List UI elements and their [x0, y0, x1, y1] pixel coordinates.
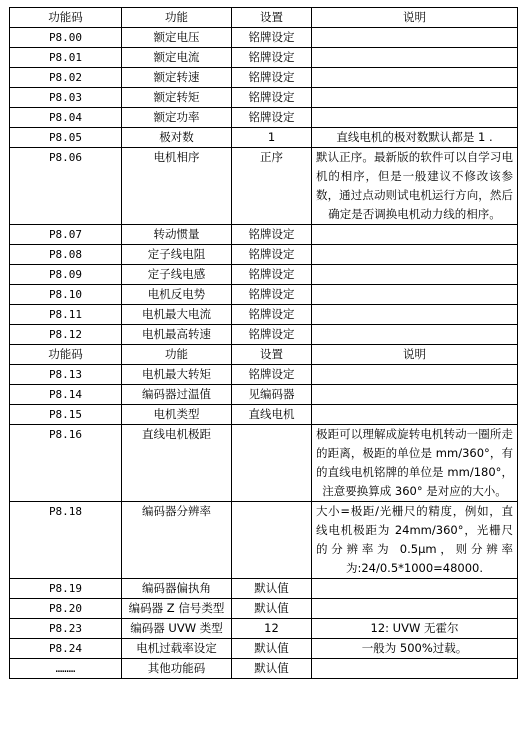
code-cell: P8.01	[10, 48, 122, 68]
description-cell	[312, 659, 518, 679]
function-cell: 极对数	[122, 128, 232, 148]
function-cell: 电机反电势	[122, 285, 232, 305]
function-cell: 电机最大电流	[122, 305, 232, 325]
code-cell: P8.16	[10, 425, 122, 502]
table-row	[10, 599, 518, 619]
description-cell	[312, 68, 518, 88]
code-cell: P8.14	[10, 385, 122, 405]
description-cell: 极距可以理解成旋转电机转动一圈所走的距离，极距的单位是 mm/360°，有的直线电机铭牌的单位是 mm/180°，注意要换算成 360° 是对应的大小。	[312, 425, 518, 502]
description-cell	[312, 265, 518, 285]
setting-cell: 默认值	[232, 579, 312, 599]
parameter-table	[9, 7, 518, 679]
code-cell: P8.05	[10, 128, 122, 148]
header-row-repeat	[10, 345, 518, 365]
setting-cell: 铭牌设定	[232, 305, 312, 325]
table-row	[10, 28, 518, 48]
code-cell: P8.18	[10, 502, 122, 579]
description-cell	[312, 48, 518, 68]
code-cell: P8.24	[10, 639, 122, 659]
setting-cell: 默认值	[232, 659, 312, 679]
setting-cell: 铭牌设定	[232, 265, 312, 285]
table-row	[10, 48, 518, 68]
setting-cell: 铭牌设定	[232, 48, 312, 68]
code-cell: P8.06	[10, 148, 122, 225]
header-code: 功能码	[10, 8, 122, 28]
function-cell: 额定电压	[122, 28, 232, 48]
table-row	[10, 385, 518, 405]
setting-cell: 直线电机	[232, 405, 312, 425]
header-row	[10, 8, 518, 28]
function-cell: 电机最高转速	[122, 325, 232, 345]
code-cell: P8.04	[10, 108, 122, 128]
table-row	[10, 365, 518, 385]
setting-cell: 正序	[232, 148, 312, 225]
header-code: 功能码	[10, 345, 122, 365]
setting-cell	[232, 502, 312, 579]
description-cell	[312, 365, 518, 385]
table-row	[10, 225, 518, 245]
function-cell: 转动惯量	[122, 225, 232, 245]
code-cell: P8.20	[10, 599, 122, 619]
code-cell: P8.12	[10, 325, 122, 345]
setting-cell: 默认值	[232, 599, 312, 619]
setting-cell: 默认值	[232, 639, 312, 659]
function-cell: 额定功率	[122, 108, 232, 128]
code-cell: P8.19	[10, 579, 122, 599]
table-row	[10, 148, 518, 225]
setting-cell: 铭牌设定	[232, 28, 312, 48]
table-row	[10, 108, 518, 128]
code-cell: P8.11	[10, 305, 122, 325]
table-row	[10, 502, 518, 579]
code-cell: P8.08	[10, 245, 122, 265]
setting-cell: 见编码器	[232, 385, 312, 405]
description-cell: 直线电机的极对数默认都是 1 .	[312, 128, 518, 148]
function-cell: 编码器 Z 信号类型	[122, 599, 232, 619]
description-cell	[312, 108, 518, 128]
setting-cell: 12	[232, 619, 312, 639]
function-cell: 额定电流	[122, 48, 232, 68]
setting-cell	[232, 425, 312, 502]
function-cell: 电机相序	[122, 148, 232, 225]
setting-cell: 1	[232, 128, 312, 148]
code-cell: P8.23	[10, 619, 122, 639]
description-cell: 一般为 500%过载。	[312, 639, 518, 659]
setting-cell: 铭牌设定	[232, 245, 312, 265]
code-cell: P8.02	[10, 68, 122, 88]
table-row	[10, 128, 518, 148]
table-row	[10, 639, 518, 659]
header-description: 说明	[312, 8, 518, 28]
header-function: 功能	[122, 345, 232, 365]
setting-cell: 铭牌设定	[232, 365, 312, 385]
code-cell: P8.15	[10, 405, 122, 425]
description-cell	[312, 579, 518, 599]
table-row	[10, 619, 518, 639]
table-row	[10, 245, 518, 265]
table-row	[10, 325, 518, 345]
table-row	[10, 659, 518, 679]
setting-cell: 铭牌设定	[232, 88, 312, 108]
description-cell	[312, 245, 518, 265]
header-setting: 设置	[232, 8, 312, 28]
description-cell	[312, 88, 518, 108]
table-row	[10, 265, 518, 285]
header-description: 说明	[312, 345, 518, 365]
code-cell: P8.10	[10, 285, 122, 305]
function-cell: 直线电机极距	[122, 425, 232, 502]
function-cell: 定子线电感	[122, 265, 232, 285]
description-cell: 默认正序。最新版的软件可以自学习电机的相序，但是一般建议不修改该参数，通过点动则试电机运行方向，然后确定是否调换电机动力线的相序。	[312, 148, 518, 225]
description-cell	[312, 225, 518, 245]
setting-cell: 铭牌设定	[232, 108, 312, 128]
code-cell: P8.00	[10, 28, 122, 48]
function-cell: 编码器过温值	[122, 385, 232, 405]
code-cell: P8.13	[10, 365, 122, 385]
table-row	[10, 579, 518, 599]
table-row	[10, 305, 518, 325]
header-setting: 设置	[232, 345, 312, 365]
header-function: 功能	[122, 8, 232, 28]
function-cell: 电机最大转矩	[122, 365, 232, 385]
table-row	[10, 405, 518, 425]
setting-cell: 铭牌设定	[232, 285, 312, 305]
description-cell	[312, 305, 518, 325]
function-cell: 电机过载率设定	[122, 639, 232, 659]
description-cell: 12: UVW 无霍尔	[312, 619, 518, 639]
description-cell	[312, 325, 518, 345]
function-cell: 编码器 UVW 类型	[122, 619, 232, 639]
function-cell: 定子线电阻	[122, 245, 232, 265]
code-cell: P8.07	[10, 225, 122, 245]
code-cell: ………	[10, 659, 122, 679]
description-cell: 大小=极距/光栅尺的精度，例如，直线电机极距为 24mm/360°，光栅尺的分辨率为 0.5μm，则分辨率为:24/0.5*1000=48000.	[312, 502, 518, 579]
description-cell	[312, 385, 518, 405]
setting-cell: 铭牌设定	[232, 68, 312, 88]
description-cell	[312, 405, 518, 425]
setting-cell: 铭牌设定	[232, 325, 312, 345]
description-cell	[312, 28, 518, 48]
function-cell: 编码器分辨率	[122, 502, 232, 579]
code-cell: P8.09	[10, 265, 122, 285]
table-row	[10, 68, 518, 88]
table-row	[10, 88, 518, 108]
setting-cell: 铭牌设定	[232, 225, 312, 245]
function-cell: 编码器偏执角	[122, 579, 232, 599]
description-cell	[312, 599, 518, 619]
table-row	[10, 425, 518, 502]
function-cell: 其他功能码	[122, 659, 232, 679]
code-cell: P8.03	[10, 88, 122, 108]
function-cell: 额定转矩	[122, 88, 232, 108]
function-cell: 额定转速	[122, 68, 232, 88]
description-cell	[312, 285, 518, 305]
function-cell: 电机类型	[122, 405, 232, 425]
table-row	[10, 285, 518, 305]
